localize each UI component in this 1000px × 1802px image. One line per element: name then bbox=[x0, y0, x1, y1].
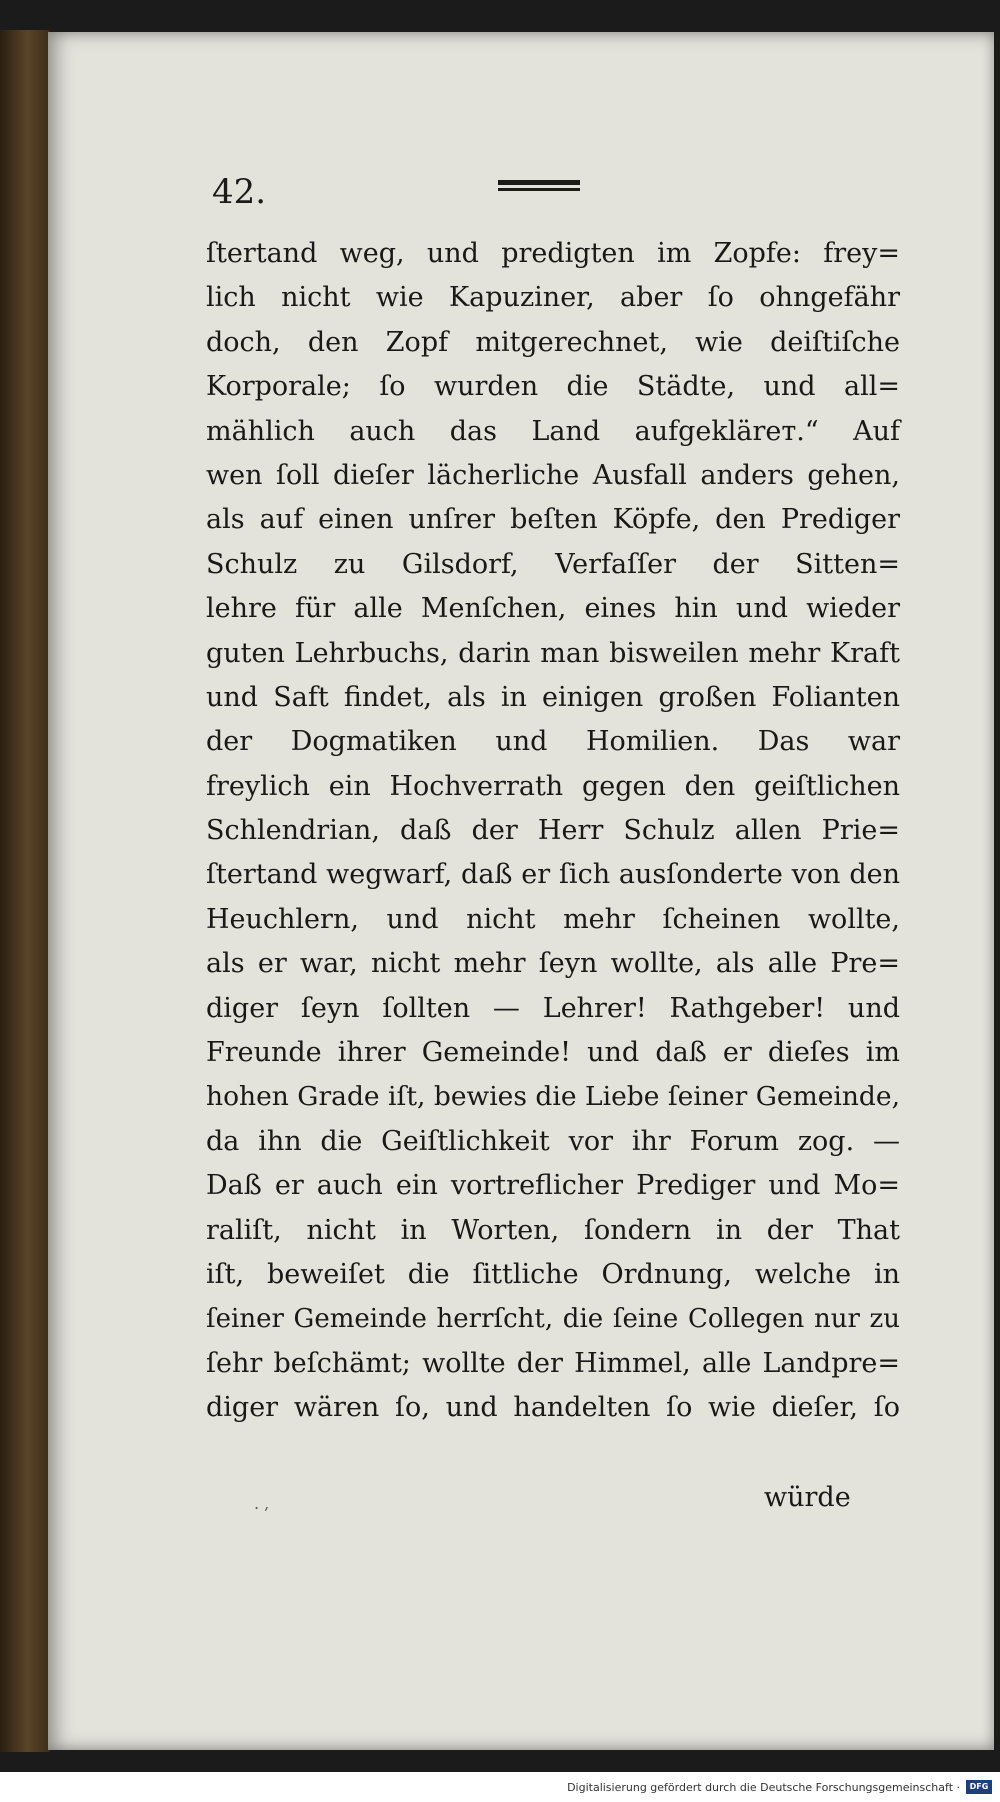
text-line: diger wären ſo, und handelten ſo wie dieſer, ſo bbox=[206, 1392, 900, 1424]
text-line: ſtertand wegwarf, daß er ſich ausſonderte von den bbox=[206, 859, 900, 891]
text-line: ſehr beſchämt; wollte der Himmel, alle Landpre= bbox=[206, 1347, 900, 1379]
text-line: als er war, nicht mehr ſeyn wollte, als alle Pre= bbox=[206, 948, 900, 980]
header-rule-thin bbox=[498, 188, 580, 191]
text-line: diger ſeyn ſollten — Lehrer! Rathgeber! und bbox=[206, 992, 900, 1024]
text-line: Daß er auch ein vortreflicher Prediger und Mo= bbox=[206, 1170, 900, 1202]
text-line: lehre für alle Menſchen, eines hin und wieder bbox=[206, 593, 900, 625]
text-line: ſeiner Gemeinde herrſcht, die ſeine Collegen nur zu bbox=[206, 1304, 900, 1335]
dfg-logo: DFG bbox=[966, 1780, 992, 1794]
text-line: lich nicht wie Kapuziner, aber ſo ohngefähr bbox=[206, 282, 900, 314]
text-line: iſt, beweiſet die ſittliche Ordnung, welche in bbox=[206, 1258, 900, 1290]
text-line: Korporale; ſo wurden die Städte, und all= bbox=[206, 371, 900, 403]
text-line: da ihn die Geiſtlichkeit vor ihr Forum zog. — bbox=[206, 1125, 900, 1157]
text-line: Freunde ihrer Gemeinde! und daß er dieſes im bbox=[206, 1037, 900, 1069]
text-line: Schlendrian, daß der Herr Schulz allen Prie= bbox=[206, 815, 900, 847]
page-specks: . , bbox=[254, 1494, 270, 1513]
text-line: Heuchlern, und nicht mehr ſcheinen wollte, bbox=[206, 903, 900, 935]
body-text bbox=[206, 232, 900, 1431]
header-rule-ornament bbox=[498, 180, 580, 194]
digitization-credit: Digitalisierung gefördert durch die Deutsche Forschungsgemeinschaft · bbox=[567, 1781, 960, 1794]
catchword: würde bbox=[764, 1482, 851, 1513]
text-line: als auf einen unſrer beſten Köpfe, den Prediger bbox=[206, 504, 900, 536]
text-line: mählich auch das Land aufgeklärет.“ Auf bbox=[206, 415, 900, 447]
text-line: der Dogmatiken und Homilien. Das war bbox=[206, 726, 900, 758]
page-number: 42. bbox=[212, 172, 267, 212]
text-line: doch, den Zopf mitgerechnet, wie deiſtiſche bbox=[206, 326, 900, 358]
text-line: guten Lehrbuchs, darin man bisweilen mehr Kraft bbox=[206, 637, 900, 669]
text-line: und Saft findet, als in einigen großen Folianten bbox=[206, 681, 900, 713]
text-line: wen ſoll dieſer lächerliche Ausfall anders gehen, bbox=[206, 459, 900, 491]
header-rule-thick bbox=[498, 180, 580, 185]
text-line: Schulz zu Gilsdorf, Verfaſſer der Sitten= bbox=[206, 548, 900, 580]
text-line: ſtertand weg, und predigten im Zopfe: frey= bbox=[206, 238, 900, 269]
text-line: raliſt, nicht in Worten, ſondern in der That bbox=[206, 1214, 900, 1246]
text-line: freylich ein Hochverrath gegen den geiſtlichen bbox=[206, 770, 900, 802]
text-line: hohen Grade iſt, bewies die Liebe ſeiner Gemeinde, bbox=[206, 1081, 900, 1113]
book-binding bbox=[0, 30, 50, 1752]
